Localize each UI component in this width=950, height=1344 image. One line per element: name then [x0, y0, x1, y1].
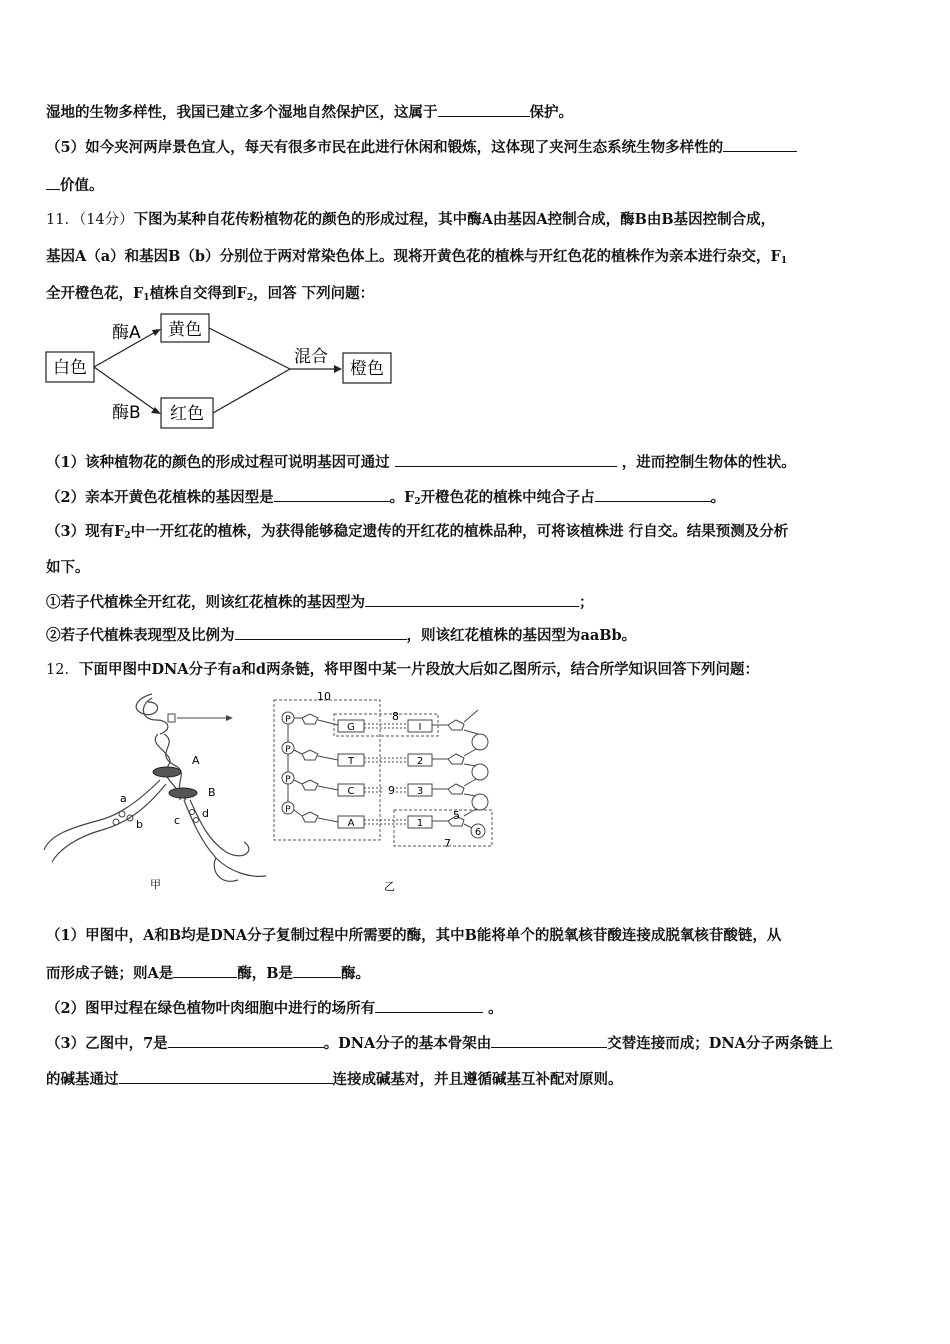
svg-text:P: P — [285, 805, 291, 815]
dna-structure-figure — [272, 692, 502, 892]
base-C: C — [347, 786, 355, 797]
answer-blank[interactable] — [46, 175, 60, 190]
base-3: 3 — [416, 786, 424, 797]
svg-text:P: P — [285, 775, 291, 785]
answer-blank[interactable] — [274, 487, 390, 502]
answer-blank[interactable] — [438, 102, 530, 117]
mix-label: 混合 — [294, 347, 328, 367]
answer-blank[interactable] — [491, 1033, 607, 1048]
q12-stem: 12．下面甲图中DNA分子有a和d两条链，将甲图中某一片段放大后如乙图所示，结合所学知识回答下列问题： — [46, 661, 760, 678]
q11-line3: 全开橙色花，$F_1$植株自交得到$F_2$，回答 下列问题： — [46, 285, 375, 303]
answer-blank[interactable] — [293, 963, 341, 978]
q11-sub3-cont: 如下。 — [46, 559, 90, 576]
answer-blank[interactable] — [168, 1033, 324, 1048]
q11-pred2: ②若子代植株表现型及比例为 ，则该红花植株的基因型为aaBb。 — [46, 627, 637, 644]
q11-sub2: （2）亲本开黄色花植株的基因型是 。$F_2$开橙色花的植株中纯合子占 。 — [46, 489, 726, 507]
answer-blank[interactable] — [365, 592, 579, 607]
answer-blank[interactable] — [173, 963, 237, 978]
label-a: a — [120, 792, 127, 805]
enzyme-b-shape — [169, 788, 197, 798]
white-label: 白色 — [53, 358, 87, 378]
q11-pred1: ①若子代植株全开红花，则该红花植株的基因型为 ； — [46, 594, 594, 611]
dna-replication-figure — [40, 690, 272, 890]
answer-blank[interactable] — [723, 137, 797, 152]
answer-blank[interactable] — [395, 452, 617, 467]
answer-blank[interactable] — [595, 487, 711, 502]
caption-yi: 乙 — [384, 880, 395, 892]
label-b: b — [136, 818, 143, 831]
label-10: 10 — [317, 692, 331, 703]
label-5: 5 — [453, 809, 460, 822]
base-2: 2 — [416, 756, 424, 767]
svg-text:P: P — [285, 745, 291, 755]
line-red-mix — [213, 369, 290, 413]
q10-line3: 价值。 — [46, 175, 916, 196]
q12-sub1-cont: 而形成子链；则A是 酶，B是 酶。 — [46, 965, 371, 982]
label-9: 9 — [388, 784, 395, 797]
label-d: d — [202, 807, 209, 820]
svg-text:P: P — [285, 715, 291, 725]
answer-blank[interactable] — [375, 998, 483, 1013]
line-yellow-mix — [209, 328, 290, 369]
q10-line2: （5）如今夹河两岸景色宜人，每天有很多市民在此进行休闲和锻炼，这体现了夹河生态系统生物多样性的 — [46, 137, 916, 158]
caption-jia: 甲 — [150, 878, 161, 890]
yellow-label: 黄色 — [168, 320, 202, 340]
label-6: 6 — [474, 827, 482, 838]
q12-sub1: （1）甲图中，A和B均是DNA分子复制过程中所需要的酶，其中B能将单个的脱氧核苷酸连接成脱氧核苷酸链，从 — [46, 927, 782, 944]
q10-line1: 湿地的生物多样性，我国已建立多个湿地自然保护区，这属于 保护。 — [46, 104, 573, 121]
label-A: A — [192, 754, 200, 767]
base-T: T — [347, 756, 355, 767]
q11-line1: 11．（14分）下图为某种自花传粉植物花的颜色的形成过程，其中酶A由基因A控制合成，酶B由B基因控制合成， — [46, 211, 776, 228]
label-7: 7 — [444, 837, 451, 850]
base-G: G — [347, 722, 355, 733]
q12-sub3: （3）乙图中，7是 。DNA分子的基本骨架由 交替连接而成；DNA分子两条链上 — [46, 1035, 833, 1052]
q11-line2: 基因A（a）和基因B（b）分别位于两对常染色体上。现将开黄色花的植株与开红色花的植株作为亲本进行杂交，$F_1$ — [46, 248, 788, 266]
enzyme-a-label: 酶A — [112, 323, 141, 343]
flower-color-diagram — [40, 310, 400, 435]
q11-sub1: （1）该种植物花的颜色的形成过程可说明基因可通过 ，进而控制生物体的性状。 — [46, 454, 796, 471]
base-4: 1 — [416, 818, 424, 829]
orange-label: 橙色 — [350, 359, 384, 379]
svg-text:I: I — [418, 722, 422, 733]
base-A: A — [347, 818, 355, 829]
answer-blank[interactable] — [235, 625, 407, 640]
enzyme-b-label: 酶B — [112, 403, 141, 423]
q11-sub3: （3）现有$F_2$中一开红花的植株，为获得能够稳定遗传的开红花的植株品种，可将该植株进 行自交。结果预测及分析 — [46, 523, 789, 541]
label-c: c — [174, 814, 181, 827]
q12-sub3-cont: 的碱基通过 连接成碱基对，并且遵循碱基互补配对原则。 — [46, 1071, 623, 1088]
label-8: 8 — [392, 710, 399, 723]
q12-sub2: （2）图甲过程在绿色植物叶肉细胞中进行的场所有 。 — [46, 1000, 503, 1017]
red-label: 红色 — [170, 404, 204, 424]
enzyme-a-shape — [153, 767, 181, 777]
answer-blank[interactable] — [119, 1069, 333, 1084]
label-B: B — [208, 786, 216, 799]
